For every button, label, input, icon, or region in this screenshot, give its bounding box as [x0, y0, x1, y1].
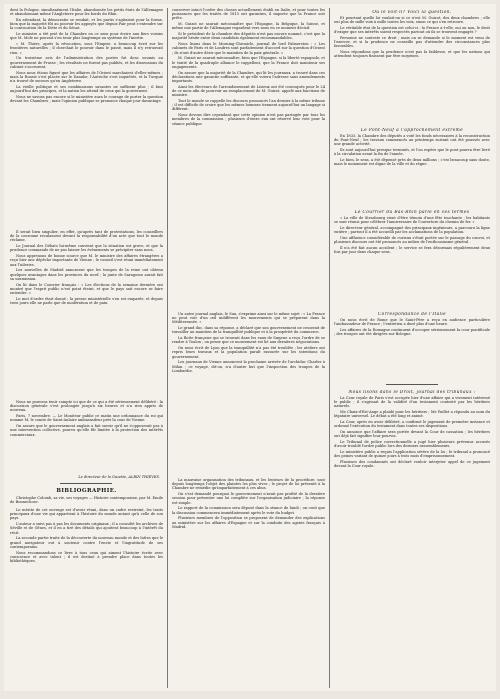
col3-section-rule — [386, 384, 438, 385]
col1-bot-p1: Paris, 7 novembre. — Le Moniteur publie ce matin une ordonnance du roi qui nomme M. le comte de Saint-Aulaire ambassadeur près la cour de Vienne. — [10, 414, 163, 423]
col1-p0: dent la Pologne, simultanément l'Italie, abandonnée les petits états de l'Allemagne et abandonnant même l'Angleterre pour les bords du Rhin. — [10, 8, 163, 17]
col3-sub3-block — [334, 318, 490, 380]
col3-sub2-p1: Le directeur général, accompagné des principaux ingénieurs, a parcouru la ligne entière ; partout il a été accueilli par les acclamations de la population. — [334, 226, 490, 235]
col3-section-body — [334, 396, 490, 688]
col3-sub1-p0: En 1833, la Chambre des députés a voté les fonds nécessaires à la reconstruction du Pont-Neuf ; les travaux commencés au printemps suivant ont été poussés avec une grande activité. — [334, 134, 490, 147]
col1-mid-p4: On lit dans le Courrier français : « Les élections de la semaine dernière ont montré que l'esprit public n'est point éteint, et que le pays sait encore se faire entendre. » — [10, 282, 163, 296]
col3-sub1-p2: Le bien, le sens, a été dépensé près de deux millions ; c'est beaucoup sans doute, mais le monument est digne de la ville et du règne. — [334, 158, 490, 167]
col1-section-title: BIBLIOGRAPHIE. — [56, 488, 117, 494]
col2-p5: On assure que la majorité de la Chambre, qui lit les journaux, a trouvé dans ces déclarations une garantie suffisante, et qu'elle votera l'adresse sans amendements importants. — [172, 70, 325, 84]
col2-p4: M. Guizot ne saurait méconnaître, bien que l'Espagne, si la liberté espagnole, et le traité de la quadruple alliance le rappellent, que la France doit maintenir ses engagements. — [172, 56, 325, 69]
col1-mid-p0: Il serait bien singulier, en effet, qu'après tant de protestations, les conseillers de la couronne reculassent devant la responsabilité d'un acte que tout le monde réclame. — [10, 230, 163, 243]
col2-p6: Ainsi les électeurs de l'arrondissement de Lisieux ont été convoqués pour le 24 de ce mois afin de pourvoir au remplacement de M. Guizot, appelé aux fonctions de ministre. — [172, 84, 325, 98]
col2-bottom-block — [172, 478, 325, 688]
col3-sec-p3: On annonce que l'affaire sera portée devant la Cour de cassation ; les héritiers ont déjà fait signifier leur pourvoi. — [334, 430, 490, 439]
newspaper-page — [4, 4, 496, 691]
col1-section-subtitle: Christophe Colomb, sa vie, ses voyages — Histoire contemporaine, par M. Émile de Bonnechose. — [10, 496, 163, 505]
col3-section-title: Nous lisons dans le Droit, journal des tribunaux : — [348, 390, 476, 395]
col2-bot-p3: Plusieurs membres de l'opposition se proposent de demander des explications au ministère sur les affaires d'Espagne et sur la conduite des agents français à Madrid. — [172, 516, 325, 529]
column-rule-1 — [167, 8, 168, 688]
col1-top-block — [10, 8, 163, 226]
col3-p0: Et pourtant quelle loi voulait-on si ce n'est M. Guizot, des deux chambres ; elle eut plus de mille voix à mille toutes les voix, sinon ce qui s'en retrouve. — [334, 16, 490, 25]
col3-sub3-p0: On nous écrit de Rome que le Saint-Père a reçu en audience particulière l'ambassadeur de France ; l'entretien a duré plus d'une heure. — [334, 318, 490, 327]
col3-sub3-p1: Les affaires de la Romagne continuent d'occuper sérieusement la cour pontificale ; des troupes ont été dirigées sur Bologne. — [334, 328, 490, 337]
column-rule-2 — [329, 8, 330, 688]
col3-p1: Le véritable état de la question est celui-ci : la France a-t-elle, oui ou non, le droit d'exiger que ses intérêts soient respectés partout où ils se trouvent engagés ? — [334, 26, 490, 35]
col3-sub3-title: Correspondance de l'Italie — [377, 312, 447, 317]
col3-sub2-title: Le Courrier du Bas-Rhin parle en ces termes — [354, 210, 470, 215]
col1-signature: Le directeur de la Gazette, ALBIN THIÈVES. — [78, 475, 160, 479]
col3-sub1-title: Le Pont-Neuf à l'approchement extrême — [360, 128, 464, 133]
col2-p7: Tout le monde se rappelle les discours prononcés l'an dernier à la même tribune ; il est difficile de croire que les mêmes hommes tiennent aujourd'hui un langage si différent. — [172, 99, 325, 112]
col2-p8: Nous devons dire cependant que cette opinion n'est pas partagée par tous les membres de la commission ; plusieurs d'entre eux ont réservé leur vote pour la séance publique. — [172, 113, 325, 126]
col2-p1: M. Guizot ne saurait méconnaître que l'Espagne, la Belgique, la Suisse, et même une partie de l'Allemagne regardent vers nous en ce moment décisif. — [172, 22, 325, 31]
col1-bot-p2: On assure que le gouvernement anglais a fait savoir qu'il ne s'opposerait pas à une intervention collective, pourvu qu'elle fût limitée à la protection des intérêts commerciaux. — [10, 424, 163, 437]
col1-sec-p3: Nous recommandons ce livre à tous ceux qui aiment l'histoire écrite avec conscience et avec talent ; il est destiné à prendre place dans toutes les bibliothèques. — [10, 550, 163, 564]
col3-p3: Nous répondons que la prudence n'est pas la faiblesse, et que les nations qui attendent toujours finissent par être surprises. — [334, 50, 490, 59]
col3-sec-p4: Le Tribunal de police correctionnelle a jugé hier plusieurs prévenus accusés d'avoir troublé l'ordre public lors des derniers rassemblements. — [334, 440, 490, 449]
col2-bot-p0: La mauvaise organisation des tribunaux, et les lenteurs de la procédure, sont depuis longtemps l'objet des plaintes les plus vives ; le projet de loi présenté à la Chambre ne remédie qu'imparfaitement à ces abus. — [172, 478, 325, 491]
col1-mid-p5: Le mot d'ordre était donné ; la presse ministérielle s'en est emparée, et depuis trois jours elle ne parle que de modération et de paix. — [10, 296, 163, 306]
col1-mid-p3: Les nouvelles de Madrid annoncent que les troupes de la reine ont obtenu quelques avantages dans les provinces du nord ; la junte de Saragosse aurait fait sa soumission. — [10, 268, 163, 281]
col2-mid-p3: On nous écrit de Lyon que la tranquillité n'a pas été troublée ; les ateliers ont repris leurs travaux et la population paraît rassurée sur les intentions du gouvernement. — [172, 346, 325, 359]
col3-sub2-p0: « La ville de Strasbourg vient d'être témoin d'une fête touchante ; les habitants se sont réunis pour célébrer l'anniversaire de l'ouverture du chemin de fer. » — [334, 216, 490, 225]
col3-top-block — [334, 16, 490, 124]
col2-mid-block — [172, 312, 325, 462]
col3-sec-p0: La Cour royale de Paris s'est occupée hier d'une affaire qui a vivement intéressé le public ; il s'agissait de la validité d'un testament contesté par les héritiers naturels. — [334, 396, 490, 409]
col1-sec-p0: Le mérite de cet ouvrage est d'avoir réuni, dans un cadre restreint, les traits principaux d'une vie qui appartient à l'histoire du monde autant qu'à celle de son pays. — [10, 508, 163, 521]
col1-sec-p1: L'auteur a suivi pas à pas les documents originaux ; il a consulté les archives de Séville et de Gênes, et il en a tiré des détails qui ajoutent beaucoup à l'intérêt du récit. — [10, 522, 163, 535]
col2-p2: Si le président de la chambre des députés n'est pas encore nommé, c'est que la majorité hésite entre deux candidats également recommandables. — [172, 32, 325, 41]
col3-sec-p2: La Cour, après en avoir délibéré, a confirmé le jugement de première instance et ordonné l'exécution du testament dans toutes ses dispositions. — [334, 420, 490, 429]
col2-p3: Nous lisons dans le Morning-Chronicle, journal de lord Palmerston : « Les cabinets de Paris et de Londres sont parfaitement d'accord sur la question d'Orient ; ils n'ont d'autre désir que le maintien de la paix générale. » — [172, 42, 325, 55]
col1-section-rule — [60, 483, 112, 484]
col2-mid-p4: Les journaux de Vienne annoncent la prochaine arrivée de l'archiduc Charles à Milan ; ce voyage, dit-on, n'a d'autre but que l'inspection des troupes de la Lombardie. — [172, 360, 325, 373]
col3-sec-p1: Me Chaix-d'Est-Ange a plaidé pour les héritiers ; Me Paillet a répondu au nom du légataire universel. Le débat a été long et animé. — [334, 410, 490, 419]
col1-p1: En attendant, la démocratie se rendait, et les partis s'agitaient pour la forme, bien que la majorité fût au pouvoir les appuyés que depuis Pair peut s'entendre sur la convocation de la Diète et du Sénat. — [10, 18, 163, 31]
col2-mid-p0: Un autre journal anglais, le Sun, s'exprime ainsi sur le même sujet : « La France ne peut voir d'un œil indifférent les mouvements qui se préparent dans la Méditerranée. » — [172, 312, 325, 325]
col2-p0: conserver intact l'ordre des choses actuellement établi en Italie, et pour toutes les puissances que les traités de 1815 ont garanties, il importe que la France soit prête. — [172, 8, 325, 21]
col3-p2: Personne ne conteste ce droit ; mais on se demande si le moment est venu de l'exercer, et si la prudence ne conseille pas d'attendre des circonstances plus favorables. — [334, 36, 490, 49]
col1-mid-block — [10, 230, 163, 396]
col2-bot-p2: Le rapport de la commission sera déposé dans la séance de lundi ; on croit que la discussion commencera immédiatement après le vote du budget. — [172, 506, 325, 515]
col1-mid-p2: Nous apprenons de bonne source que M. le ministre des affaires étrangères a reçu hier une dépêche importante de Vienne ; le conseil s'est réuni immédiatement aux Tuileries. — [10, 254, 163, 267]
col3-sub2-p3: Il n'a été fait aucun accident ; le service se fera désormais régulièrement deux fois par jour dans chaque sens. — [334, 246, 490, 255]
col3-sub1-p1: Ils sont aujourd'hui presque terminés, et l'on espère que le pont pourra être livré à la circulation avant la fin de l'année. — [334, 148, 490, 157]
col1-p2: Le ministre a été prié de la Chambre en ce sens pour écrire aux fiers voisins que M. Mole ne pouvait s'en tenir plus longtemps au système de l'inertie. — [10, 32, 163, 41]
col1-p6: La vieille politique et ses combinaisons savantes ne suffisent plus ; il faut aujourd'hui des principes, et la nation les attend de ceux qui la gouvernent. — [10, 84, 163, 94]
col3-sub2-p2: Une affluence considérable de curieux s'était portée sur le passage du convoi, et plusieurs discours ont été prononcés au milieu de l'enthousiasme général. — [334, 236, 490, 245]
col1-section-body — [10, 508, 163, 688]
col1-bottom-block — [10, 400, 163, 472]
col2-bot-p1: On s'est demandé pourquoi le gouvernement n'avait pas profité de la dernière session pour présenter une loi complète sur l'organisation judiciaire ; la réponse est simple. — [172, 492, 325, 505]
col1-mid-p1: Le Journal des Débats lui-même convient que la situation est grave, et que la prudence commande de ne pas laisser les événements se précipiter sans nous. — [10, 244, 163, 253]
col2-mid-p1: Le grand duc, dans sa réponse, a déclaré que son gouvernement ne cesserait de travailler au maintien de la tranquillité publique et à la prospérité du commerce. — [172, 326, 325, 335]
col3-sec-p5: Le ministère public a requis l'application sévère de la loi ; le tribunal a prononcé des peines variant de quinze jours à trois mois d'emprisonnement. — [334, 450, 490, 459]
col3-head-question: Où le voit-il? Voici la question. — [372, 10, 452, 15]
col3-sub1-block — [334, 134, 490, 206]
col3-sub2-block — [334, 216, 490, 308]
col1-bot-p0: Nous ne pouvons tenir compte ici que de ce qui a été sérieusement délibéré : la discussion générale s'est prolongée jusqu'à six heures et n'a rien appris de nouveau. — [10, 400, 163, 413]
col2-mid-p2: La flotte française qui se trouvait dans les eaux de Smyrne a reçu l'ordre de se rendre à Toulon ; on pense que ce mouvement est lié aux dernières négociations. — [172, 336, 325, 345]
col3-sec-p6: Plusieurs des condamnés ont déclaré vouloir interjeter appel de ce jugement devant la Cour royale. — [334, 460, 490, 469]
col1-sec-p2: La seconde partie traite de la découverte du nouveau monde et des luttes que le grand navigateur eut à soutenir contre l'envie et l'ingratitude de ses contemporains. — [10, 536, 163, 549]
col2-top-block — [172, 8, 325, 308]
col1-p4: Un troisième avis de l'administration des postes fut donc soumis au gouvernement de Prusse ; les résultats ne furent pas publiés, et les dissensions du cabinet s'accrurent. — [10, 56, 163, 69]
col1-p7: Nous ne savons pas encore si le ministère aura le courage de porter la question devant les Chambres ; mais l'opinion publique se prononce chaque jour davantage. — [10, 94, 163, 104]
col1-p5: Nous nous étions figuré que les affaires de l'Orient marchaient d'elles-mêmes ; mais la Russie s'est placée sur le Danube, l'Autriche s'est inquiétée, et la Turquie n'a trouvé de secours qu'en Angleterre. — [10, 70, 163, 84]
col1-p3: « M. Thiers, après la révocation, sous l'Empire, a beaucoup écrit sur les frontières naturelles ; il cherchait le pouvoir dans le passé, mais il n'y retrouvait rien. » — [10, 42, 163, 55]
